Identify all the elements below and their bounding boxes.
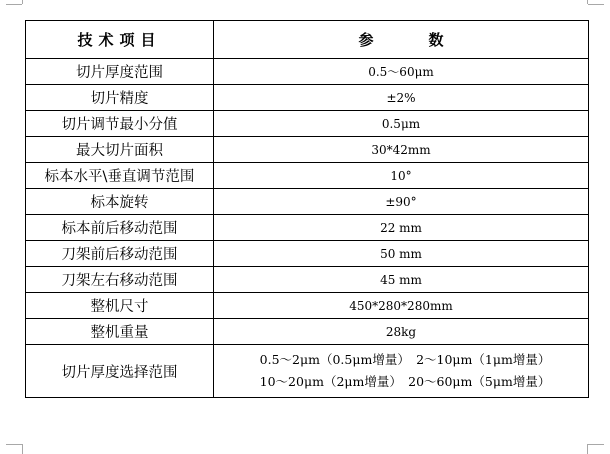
row-value: 450*280*280mm xyxy=(214,293,589,319)
row-name: 切片厚度选择范围 xyxy=(26,345,214,398)
row-name: 刀架前后移动范围 xyxy=(26,241,214,267)
row-name: 切片调节最小分值 xyxy=(26,111,214,137)
row-value: 22 mm xyxy=(214,215,589,241)
crop-mark xyxy=(587,0,588,4)
row-name: 整机重量 xyxy=(26,319,214,345)
table-row xyxy=(26,319,589,345)
row-value: 50 mm xyxy=(214,241,589,267)
crop-mark xyxy=(588,444,604,445)
table-row xyxy=(26,215,589,241)
table-row xyxy=(26,85,589,111)
crop-mark xyxy=(6,4,22,5)
header-row xyxy=(26,21,589,59)
table-row xyxy=(26,293,589,319)
value-line: 0.5～2μm（0.5μm增量） 2～10μm（1μm增量） xyxy=(259,352,551,367)
table-row xyxy=(26,189,589,215)
crop-mark xyxy=(22,0,23,4)
header-param-part: 数 xyxy=(428,31,444,49)
crop-mark xyxy=(22,444,23,454)
table-row xyxy=(26,59,589,85)
crop-mark xyxy=(587,444,588,454)
row-name: 标本前后移动范围 xyxy=(26,215,214,241)
row-value: ±90° xyxy=(214,189,589,215)
row-value-multi xyxy=(214,345,589,398)
table-row-thickness-selection xyxy=(26,345,589,398)
header-param xyxy=(214,21,589,59)
row-name: 标本旋转 xyxy=(26,189,214,215)
crop-mark xyxy=(6,444,22,445)
value-line: 10～20μm（2μm增量） 20～60μm（5μm增量） xyxy=(259,374,551,389)
row-name: 标本水平\垂直调节范围 xyxy=(26,163,214,189)
header-param-part: 参 xyxy=(358,31,374,49)
row-name: 最大切片面积 xyxy=(26,137,214,163)
spec-table xyxy=(25,20,589,398)
table-row xyxy=(26,137,589,163)
row-value: 30*42mm xyxy=(214,137,589,163)
row-value: 28kg xyxy=(214,319,589,345)
table-row xyxy=(26,163,589,189)
row-value: 0.5～60μm xyxy=(214,59,589,85)
table-row xyxy=(26,111,589,137)
row-name: 整机尺寸 xyxy=(26,293,214,319)
row-name: 切片精度 xyxy=(26,85,214,111)
table-row xyxy=(26,267,589,293)
table-row xyxy=(26,241,589,267)
header-item: 技术项目 xyxy=(26,21,214,59)
row-value: 10° xyxy=(214,163,589,189)
row-value: 0.5μm xyxy=(214,111,589,137)
row-name: 切片厚度范围 xyxy=(26,59,214,85)
row-name: 刀架左右移动范围 xyxy=(26,267,214,293)
row-value: ±2% xyxy=(214,85,589,111)
crop-mark xyxy=(588,4,604,5)
row-value: 45 mm xyxy=(214,267,589,293)
